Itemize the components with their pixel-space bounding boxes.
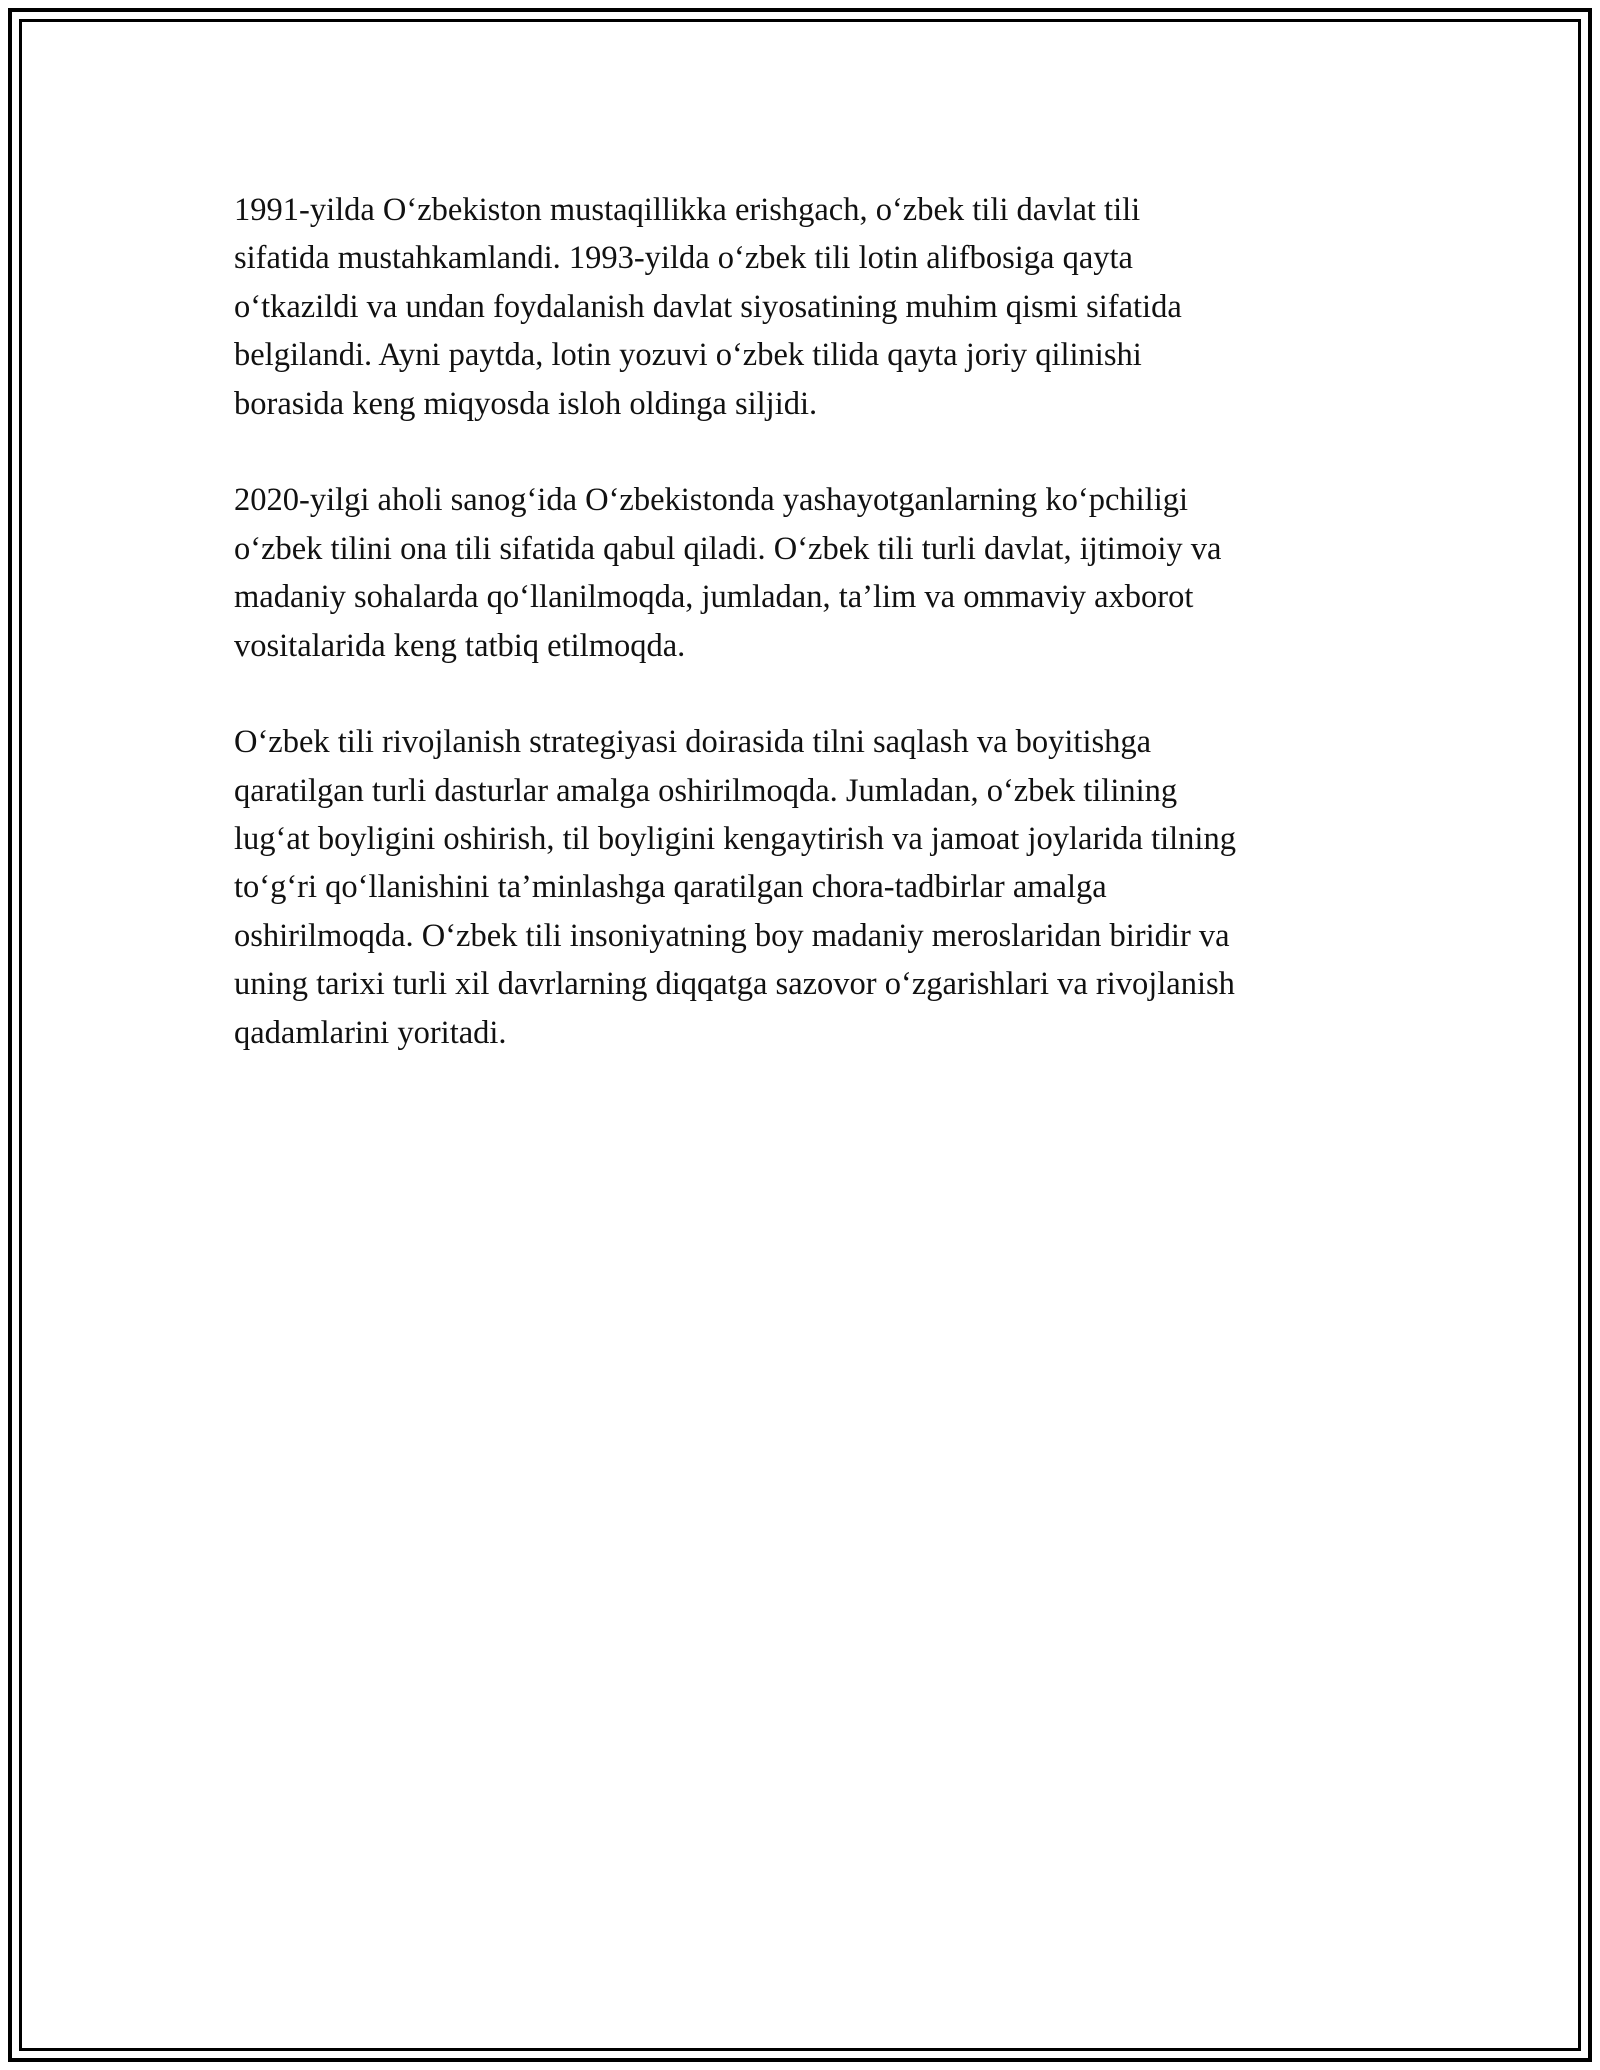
text-line: belgilandi. Ayni paytda, lotin yozuvi o‘zbek tilida qayta joriy qilinishi [234,337,1142,374]
text-line: 1991-yilda O‘zbekiston mustaqillikka erishgach, o‘zbek tili davlat tili [234,192,1141,228]
paragraph-census [234,476,1374,670]
text-line: oshirilmoqda. O‘zbek tili insoniyatning boy madaniy meroslaridan biridir va [234,917,1230,954]
text-line: uning tarixi turli xil davrlarning diqqatga sazovor o‘zgarishlari va rivojlanish [234,966,1235,1003]
text-line: 2020-yilgi aholi sanog‘ida O‘zbekistonda yashayotganlarning ko‘pchiligi [234,482,1189,519]
text-line: o‘tkazildi va undan foydalanish davlat siyosatining muhim qismi sifatida [234,288,1182,325]
text-line: to‘g‘ri qo‘llanishini ta’minlashga qaratilgan chora-tadbirlar amalga [234,869,1107,906]
text-line: madaniy sohalarda qo‘llanilmoqda, jumladan, ta’lim va ommaviy axborot [234,579,1194,616]
text-line: o‘zbek tilini ona tili sifatida qabul qiladi. O‘zbek tili turli davlat, ijtimoiy va [234,530,1222,567]
text-line: O‘zbek tili rivojlanish strategiyasi doirasida tilni saqlash va boyitishga [234,724,1152,761]
text-line: borasida keng miqyosda isloh oldinga siljidi. [234,385,818,422]
text-line: vositalarida keng tatbiq etilmoqda. [234,627,686,664]
document-body [234,186,1374,1105]
paragraph-strategy [234,718,1374,1057]
text-line: lug‘at boyligini oshirish, til boyligini kengaytirish va jamoat joylarida tilning [234,821,1236,858]
text-line: qadamlarini yoritadi. [234,1014,507,1051]
text-line: sifatida mustahkamlandi. 1993-yilda o‘zbek tili lotin alifbosiga qayta [234,240,1133,277]
paragraph-independence [234,186,1374,428]
text-line: qaratilgan turli dasturlar amalga oshirilmoqda. Jumladan, o‘zbek tilining [234,772,1178,809]
